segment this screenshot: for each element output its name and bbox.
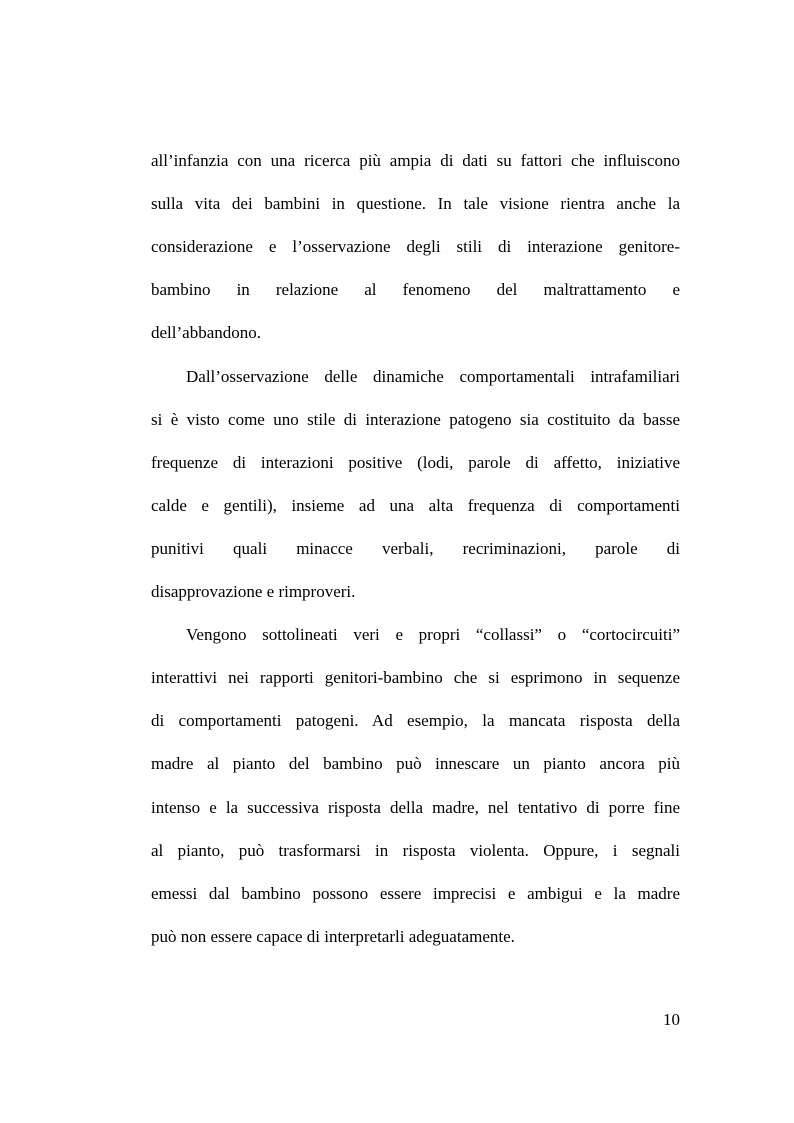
- text-line: all’infanzia con una ricerca più ampia di dati su fattori che influiscono: [151, 151, 680, 170]
- text-line: interattivi nei rapporti genitori-bambino che si esprimono in sequenze: [151, 668, 680, 687]
- text-line: si è visto come uno stile di interazione patogeno sia costituito da basse: [151, 410, 680, 429]
- text-line: Vengono sottolineati veri e propri “collassi” o “cortocircuiti”: [186, 625, 680, 644]
- text-line: dell’abbandono.: [151, 323, 261, 342]
- text-line: può non essere capace di interpretarli adeguatamente.: [151, 927, 515, 946]
- text-line: bambino in relazione al fenomeno del maltrattamento e: [151, 280, 680, 299]
- text-line: disapprovazione e rimproveri.: [151, 582, 356, 601]
- text-line: emessi dal bambino possono essere imprecisi e ambigui e la madre: [151, 884, 680, 903]
- text-line: intenso e la successiva risposta della madre, nel tentativo di porre fine: [151, 798, 680, 817]
- text-line: considerazione e l’osservazione degli stili di interazione genitore-: [151, 237, 680, 256]
- text-line: madre al pianto del bambino può innescare un pianto ancora più: [151, 754, 680, 773]
- text-line: sulla vita dei bambini in questione. In tale visione rientra anche la: [151, 194, 680, 213]
- text-line: al pianto, può trasformarsi in risposta violenta. Oppure, i segnali: [151, 841, 680, 860]
- text-line: calde e gentili), insieme ad una alta frequenza di comportamenti: [151, 496, 680, 515]
- text-line: punitivi quali minacce verbali, recriminazioni, parole di: [151, 539, 680, 558]
- text-line: Dall’osservazione delle dinamiche comportamentali intrafamiliari: [186, 367, 680, 386]
- page-number: 10: [663, 1010, 680, 1029]
- text-line: frequenze di interazioni positive (lodi, parole di affetto, iniziative: [151, 453, 680, 472]
- text-line: di comportamenti patogeni. Ad esempio, la mancata risposta della: [151, 711, 680, 730]
